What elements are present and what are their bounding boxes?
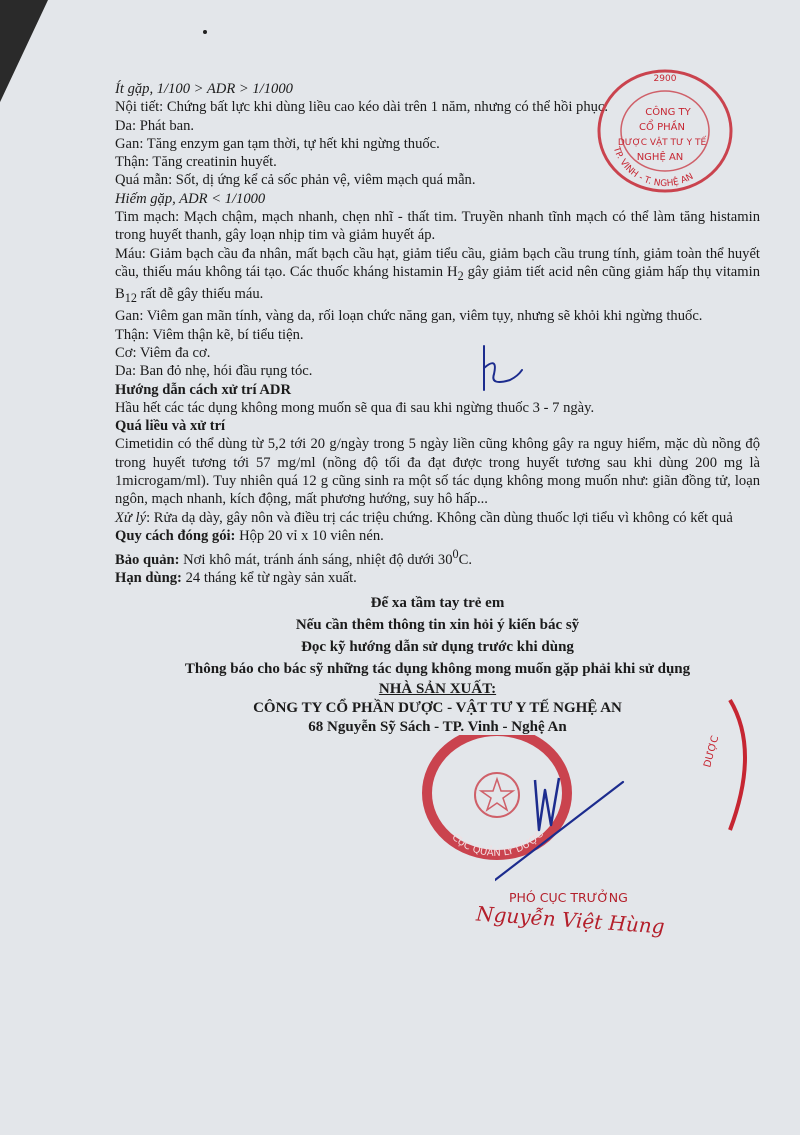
manufacturer-heading: NHÀ SẢN XUẤT: (378, 680, 497, 697)
expiry-value: 24 tháng kể từ ngày sản xuất. (181, 570, 357, 587)
storage-value: Nơi khô mát, tránh ánh sáng, nhiệt độ dưới 30 (179, 552, 453, 569)
uncommon-item: Da: Phát ban. (115, 117, 195, 134)
initials-mark (470, 340, 530, 400)
stamp-line: CỔ PHẦN (639, 122, 685, 133)
warnings (115, 592, 760, 680)
edge-stamp-text: DƯỢC (702, 734, 722, 769)
rare-heading: Hiếm gặp, ADR < 1/1000 (115, 190, 266, 207)
treatment (115, 509, 760, 527)
signer-name: Nguyễn Việt Hùng (475, 901, 666, 939)
signer-title: PHÓ CỤC TRƯỞNG (509, 890, 628, 905)
packaging-label: Quy cách đóng gói: (115, 527, 236, 544)
uncommon-heading: Ít gặp, 1/100 > ADR > 1/1000 (115, 81, 293, 97)
overdose-text: Cimetidin có thể dùng từ 5,2 tới 20 g/ngày trong 5 ngày liền cũng không gây ra nguy hiểm, mặc dù nồng độ trong huyết tương tới 57 mg/ml (nồng độ tối đa đạt được trong huyết tương sau khi dùng 200 mg là 1microgam/ml). Tuy nhiên quá 12 g cũng sinh ra một số tác dụng không mong muốn như: giãn đồng tử, loạn ngôn, mạch nhanh, kích động, mất phương hướng, suy hô hấp... (115, 436, 760, 508)
stamp-line: DƯỢC VẬT TƯ Y TẾ (617, 138, 707, 148)
packaging (115, 527, 760, 545)
warning-line: Nếu cần thêm thông tin xin hỏi ý kiến bác sỹ (295, 616, 580, 633)
rare-kidney: Thận: Viêm thận kẽ, bí tiểu tiện. (115, 326, 304, 343)
stamp-code: 2900 (653, 74, 677, 84)
manufacturer-address: 68 Nguyễn Sỹ Sách - TP. Vinh - Nghệ An (308, 718, 567, 735)
ink-dot (203, 30, 207, 34)
stamp-line: NGHỆ AN (636, 152, 684, 163)
rare-blood-text: rất dễ gây thiếu máu. (136, 286, 264, 303)
uncommon-item: Nội tiết: Chứng bất lực khi dùng liều cao kéo dài trên 1 năm, nhưng có thể hồi phục. (115, 99, 609, 116)
warning-line: Để xa tầm tay trẻ em (370, 594, 505, 611)
warning-line: Thông báo cho bác sỹ những tác dụng không mong muốn gặp phải khi sử dụng (184, 660, 691, 677)
packaging-value: Hộp 20 vỉ x 10 viên nén. (235, 527, 384, 544)
rare-liver: Gan: Viêm gan mãn tính, vàng da, rối loạn chức năng gan, viêm tụy, nhưng sẽ khỏi khi ngừng thuốc. (115, 308, 703, 325)
adr-text: Hầu hết các tác dụng không mong muốn sẽ qua đi sau khi ngừng thuốc 3 - 7 ngày. (115, 399, 595, 416)
rare-blood (115, 245, 760, 308)
adr-heading: Hướng dẫn cách xử trí ADR (115, 381, 292, 398)
rare-blood-text: Máu: Giảm bạch cầu đa nhân, mất bạch cầu hạt, giảm tiểu cầu, giảm bạch cầu trung tính, giảm toàn thể huyết cầu, thiếu máu không tái tạo. Các thuốc kháng histamin H (115, 245, 760, 280)
storage (115, 545, 760, 569)
warning-line: Đọc kỹ hướng dẫn sử dụng trước khi dùng (301, 638, 574, 655)
superscript: 0 (452, 547, 459, 562)
uncommon-item: Quá mẫn: Sốt, dị ứng kể cả sốc phản vệ, viêm mạch quá mẫn. (115, 172, 476, 189)
rare-cardio: Tim mạch: Mạch chậm, mạch nhanh, chẹn nhĩ - thất tim. Truyền nhanh tĩnh mạch có thể làm tăng histamin trong huyết thanh, gây loạn nhịp tim và giảm huyết áp. (115, 209, 760, 244)
director-signature (495, 770, 635, 890)
edge-stamp (690, 690, 800, 850)
storage-label: Bảo quản: (115, 552, 180, 569)
overdose-heading: Quá liều và xử trí (115, 418, 226, 435)
storage-unit: C. (458, 552, 472, 569)
stamp-line: CÔNG TY (645, 107, 691, 118)
stamp-ring-path: TP. VINH - T. NGHỆ AN (610, 145, 696, 190)
expiry-label: Hạn dùng: (115, 570, 182, 587)
rare-muscle: Cơ: Viêm đa cơ. (115, 344, 211, 361)
expiry (115, 569, 760, 587)
uncommon-item: Thận: Tăng creatinin huyết. (115, 154, 277, 171)
agency-ring-path: CỤC QUẢN LÝ DƯỢC (449, 828, 546, 859)
treatment-text: : Rửa dạ dày, gây nôn và điều trị các triệu chứng. Không cần dùng thuốc lợi tiểu vì không có kết quả (146, 509, 733, 526)
treatment-label: Xử lý (115, 509, 147, 526)
rare-blood-text: gây giảm tiết acid nên cũng giảm hấp thụ vitamin B (115, 263, 760, 303)
uncommon-item: Gan: Tăng enzym gan tạm thời, tự hết khi ngừng thuốc. (115, 135, 440, 152)
subscript: 12 (124, 291, 137, 306)
rare-skin: Da: Ban đỏ nhẹ, hói đầu rụng tóc. (115, 363, 313, 380)
manufacturer-name: CÔNG TY CỔ PHẦN DƯỢC - VẬT TƯ Y TẾ NGHỆ AN (253, 699, 622, 716)
company-stamp (590, 65, 740, 200)
subscript: 2 (457, 268, 464, 283)
